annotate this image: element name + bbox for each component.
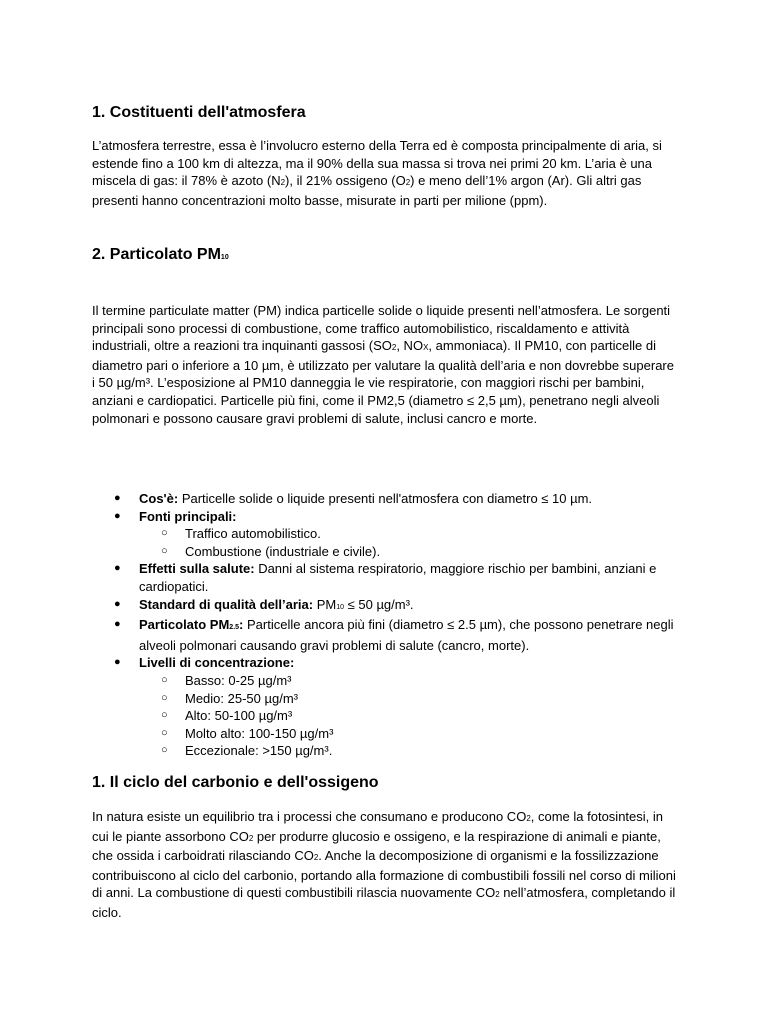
title-text: 2. Particolato PM (92, 246, 221, 263)
section-title-atmosphere: 1. Costituenti dell'atmosfera (92, 104, 306, 121)
text-segment: per produrre glucosio e ossigeno, e la respirazione di animali e piante, che ossida i carboidrati rilasciando CO (92, 828, 661, 864)
fonti-sublist (139, 525, 677, 560)
list-item-text: Danni al sistema respiratorio, maggiore rischio per bambini, anziani e cardiopatici. (139, 561, 657, 594)
text-segment: , NO (396, 338, 424, 354)
list-item-label (139, 617, 243, 632)
text-segment: nell’atmosfera, completando il ciclo. (92, 885, 676, 920)
sublist-item: ○ Combustione (industriale e civile). (139, 543, 677, 561)
paragraph-atmosphere (92, 137, 677, 209)
text-segment: . Anche la decomposizione di organismi e la fossilizzazione contribuiscono al ciclo del carbonio, portando alla formazione di combustibili fossili nel corso di milioni di anni. La combustione di questi combustibili rilascia nuovamente CO (92, 848, 676, 901)
list-item-label: Standard di qualità dell’aria: (139, 596, 314, 612)
list-item-pm25 (92, 616, 677, 654)
text-segment: Il termine particulate matter (PM) indica particelle solide o liquide presenti nell’atmosfera. Le sorgenti principali sono processi di combustione, come traffico automobilistico, riscaldamento e attività industriali, oltre a reazioni tra inquinanti gassosi (SO (92, 303, 671, 354)
text-segment: ) e meno dell’1% argon (Ar). Gli altri gas presenti hanno concentrazioni molto basse, misurate in parti per milione (ppm). (92, 173, 642, 208)
subscript: 2 (405, 178, 411, 188)
sublist-item: ○ Traffico automobilistico. (139, 525, 677, 543)
list-item-livelli (92, 654, 677, 760)
list-item-text: ≤ 50 µg/m³. (344, 596, 414, 612)
sublist-item: ○ Basso: 0-25 µg/m³ (139, 672, 677, 690)
list-item-effetti (92, 560, 677, 595)
sublist-item: ○ Eccezionale: >150 µg/m³. (139, 742, 677, 760)
list-item-label: Fonti principali: (139, 508, 237, 524)
sublist-item: ○ Medio: 25-50 µg/m³ (139, 690, 677, 708)
subscript: 10 (336, 603, 345, 611)
pm10-summary-list (92, 490, 677, 760)
list-item-text: PM (313, 596, 337, 612)
text-segment: ), il 21% ossigeno (O (285, 173, 406, 189)
sublist-item: ○ Alto: 50-100 µg/m³ (139, 707, 677, 725)
subscript: 2 (248, 833, 254, 843)
label-text: : (239, 617, 244, 633)
subscript: 2 (280, 178, 286, 188)
subscript: 2.5 (229, 624, 240, 632)
livelli-sublist (139, 672, 677, 760)
subscript: 2 (391, 343, 397, 353)
list-item-text: Particelle ancora più fini (diametro ≤ 2.5 µm), che possono penetrare negli alveoli polmonari causando gravi problemi di salute (cancro, morte). (139, 617, 674, 653)
section-title-carbon-cycle: 1. Il ciclo del carbonio e dell'ossigeno (92, 774, 379, 791)
paragraph-carbon-cycle (92, 808, 677, 922)
subscript: 2 (495, 890, 500, 900)
section-title-particulate (92, 245, 229, 268)
list-item-label: Livelli di concentrazione: (139, 655, 295, 671)
sublist-item: ○ Molto alto: 100-150 µg/m³ (139, 725, 677, 743)
paragraph-particulate (92, 302, 677, 427)
list-item-cose (92, 490, 677, 508)
text-segment: , ammoniaca). Il PM10, con particelle di diametro pari o inferiore a 10 µm, è utilizzato per valutare la qualità dell’aria e non dovrebbe superare i 50 µg/m³. L’esposizione al PM10 danneggia le vie respiratorie, con maggiori rischi per bambini, anziani e cardiopatici. Particelle più fini, come il PM2,5 (diametro ≤ 2,5 µm), penetrano negli alveoli polmonari e possono causare gravi problemi di salute, inclusi cancro e morte. (92, 338, 674, 426)
subscript: X (423, 343, 429, 353)
list-item-standard (92, 596, 677, 617)
text-segment: , come la fotosintesi, in cui le piante assorbono CO (92, 809, 663, 844)
subscript: 2 (526, 814, 531, 823)
list-item-text: Particelle solide o liquide presenti nell'atmosfera con diametro ≤ 10 µm. (178, 491, 593, 506)
label-text: Particolato PM (139, 617, 230, 633)
list-item-fonti (92, 508, 677, 561)
list-item-label: Cos'è: (139, 491, 179, 506)
text-segment: L’atmosfera terrestre, essa è l’involucro esterno della Terra ed è composta principalmente di aria, si estende fino a 100 km di altezza, ma il 90% della sua massa si trova nei primi 20 km. L’aria è una miscela di gas: il 78% è azoto (N (92, 138, 662, 189)
list-item-label: Effetti sulla salute: (139, 561, 255, 577)
text-segment: In natura esiste un equilibrio tra i processi che consumano e producono CO (92, 809, 527, 824)
subscript: 10 (220, 254, 229, 261)
subscript: 2 (313, 853, 319, 863)
